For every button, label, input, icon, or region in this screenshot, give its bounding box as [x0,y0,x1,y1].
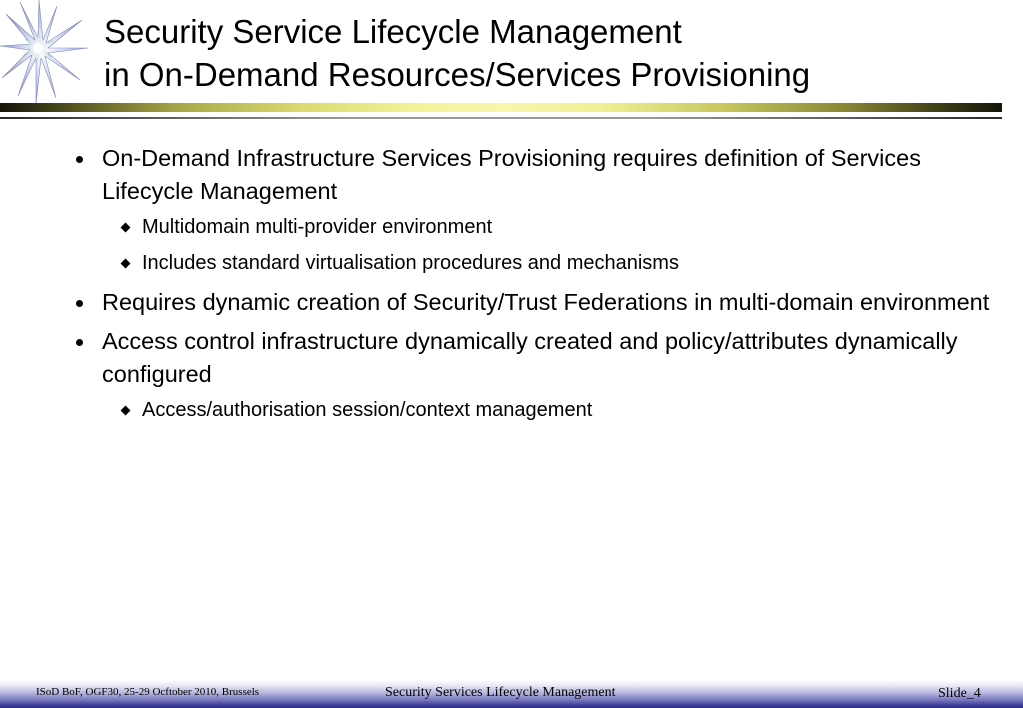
diamond-bullet-icon [121,406,131,416]
sub-bullet-list [102,214,993,276]
sub-bullet-item [102,397,993,423]
bullet-item [0,142,1023,276]
footer-title-text: Security Services Lifecycle Management [385,685,616,700]
bullet-text: On-Demand Infrastructure Services Provisioning requires definition of Services Lifecycle Management [102,145,921,204]
sub-bullet-item [102,214,993,240]
bullet-item [0,286,1023,319]
title-rule-band [0,103,1002,112]
footer-event-text: ISoD BoF, OGF30, 25-29 Ocftober 2010, Brussels [36,686,260,698]
sub-bullet-text: Includes standard virtualisation procedures and mechanisms [142,252,679,274]
sub-bullet-text: Multidomain multi-provider environment [142,216,493,238]
bullet-item [0,325,1023,423]
slide-footer [0,680,1023,708]
bullet-text: Requires dynamic creation of Security/Trust Federations in multi-domain environment [102,289,990,315]
sub-bullet-text: Access/authorisation session/context management [142,399,593,421]
slide-title-line2: in On-Demand Resources/Services Provisioning [104,56,811,93]
slide-title-line1: Security Service Lifecycle Management [104,13,682,50]
bullet-list [0,142,1023,433]
slide-number: Slide_4 [938,686,981,701]
bullet-dot-icon [76,156,83,163]
diamond-bullet-icon [121,259,131,269]
sub-bullet-list [102,397,993,423]
sub-bullet-item [102,250,993,276]
star-burst-icon [0,0,88,104]
diamond-bullet-icon [121,223,131,233]
slide-title [104,10,810,96]
bullet-dot-icon [76,300,83,307]
bullet-dot-icon [76,339,83,346]
bullet-text: Access control infrastructure dynamically created and policy/attributes dynamically configured [102,328,958,387]
title-rule-line [0,117,1002,119]
